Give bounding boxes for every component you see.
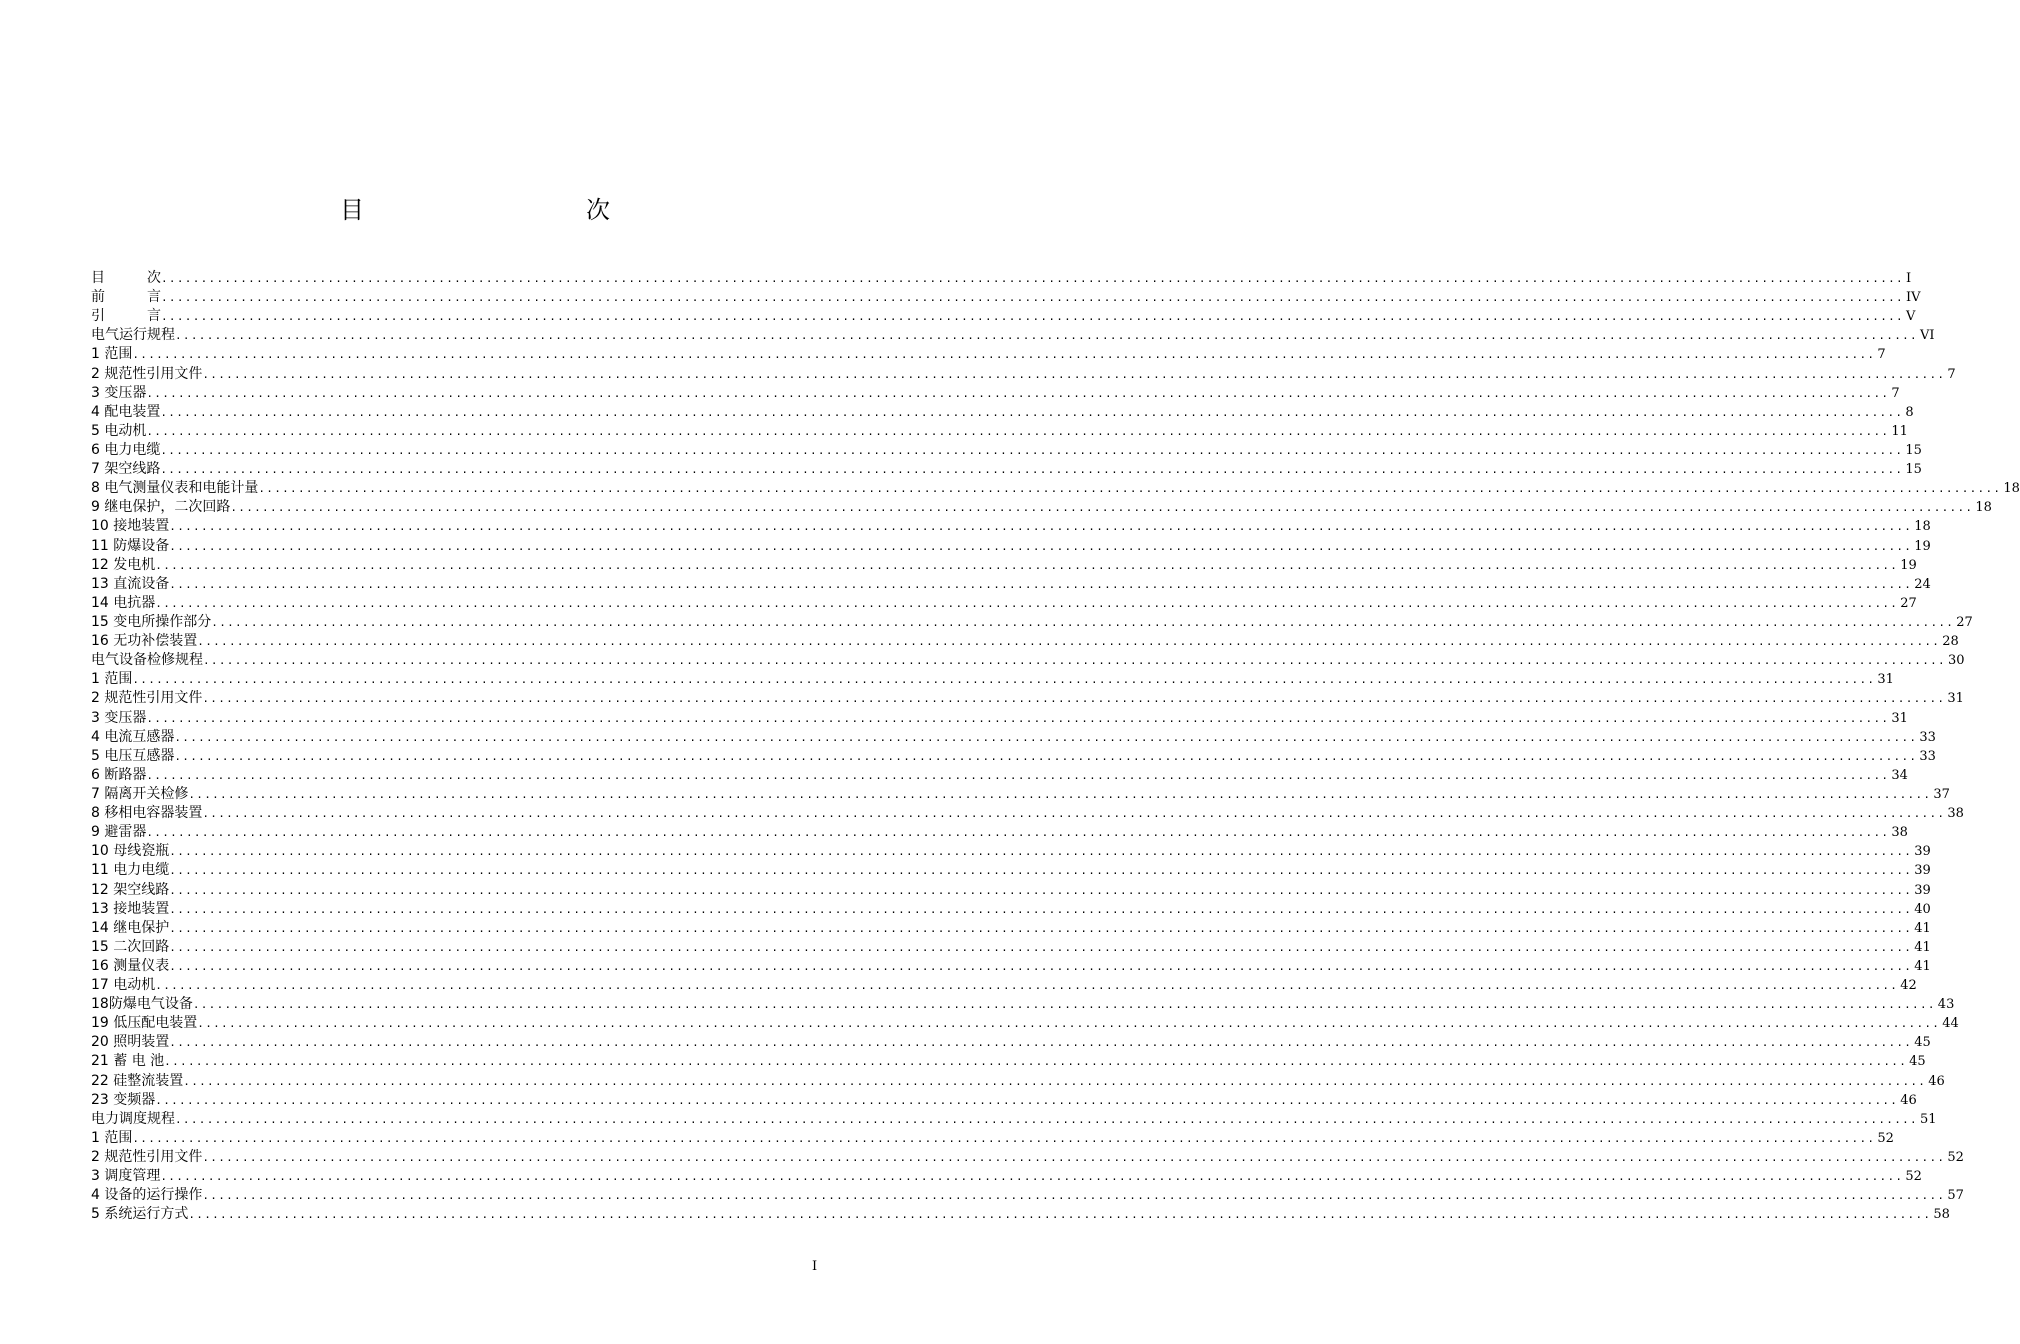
toc-entry-page: 58: [1933, 1207, 1950, 1223]
toc-leader-dots: ............................................................................................................................................................................................................................: [169, 1036, 1913, 1050]
toc-entry[interactable]: [91, 861, 1931, 880]
toc-entry-page: 30: [1947, 653, 1965, 669]
toc-entry[interactable]: [91, 384, 1900, 403]
table-of-contents: [91, 269, 2020, 1224]
toc-entry-label: 4 配电装置: [91, 403, 161, 420]
toc-entry[interactable]: [91, 1033, 1931, 1052]
toc-entry-page: 31: [1891, 710, 1908, 726]
toc-entry[interactable]: [91, 556, 1917, 575]
toc-leader-dots: ............................................................................................................................................................................................................................: [202, 1189, 1946, 1203]
toc-leader-dots: ............................................................................................................................................................................................................................: [160, 443, 1904, 457]
toc-entry-page: 7: [1877, 347, 1886, 363]
toc-entry-page: 34: [1891, 767, 1908, 783]
toc-entry-page: 43: [1937, 997, 1955, 1013]
toc-leader-dots: ............................................................................................................................................................................................................................: [164, 1055, 1908, 1069]
toc-leader-dots: ............................................................................................................................................................................................................................: [169, 883, 1913, 897]
toc-entry[interactable]: [91, 1167, 1922, 1186]
toc-entry-page: 51: [1919, 1111, 1937, 1127]
toc-entry[interactable]: [91, 919, 1931, 938]
toc-entry[interactable]: [91, 957, 1931, 976]
toc-entry[interactable]: [91, 269, 1912, 288]
toc-entry-page: 52: [1877, 1130, 1894, 1146]
toc-entry-label: 电气运行规程: [91, 327, 175, 344]
toc-entry[interactable]: [91, 365, 1956, 384]
toc-entry-label: 2 规范性引用文件: [91, 1149, 203, 1166]
toc-entry-label: 16 无功补偿装置: [91, 633, 198, 650]
toc-leader-dots: ............................................................................................................................................................................................................................: [174, 730, 1918, 744]
toc-leader-dots: ............................................................................................................................................................................................................................: [202, 1151, 1946, 1165]
toc-leader-dots: ............................................................................................................................................................................................................................: [155, 558, 1899, 572]
toc-leader-dots: ............................................................................................................................................................................................................................: [160, 405, 1904, 419]
toc-entry-page: 27: [1900, 595, 1917, 611]
toc-entry[interactable]: [91, 1091, 1917, 1110]
toc-leader-dots: ............................................................................................................................................................................................................................: [169, 902, 1913, 916]
toc-entry-label: 5 电动机: [91, 422, 147, 439]
toc-entry-page: 33: [1919, 748, 1936, 764]
toc-leader-dots: ............................................................................................................................................................................................................................: [146, 386, 1890, 400]
toc-entry-page: 52: [1947, 1150, 1964, 1166]
toc-entry-label: 9 避雷器: [91, 824, 147, 841]
toc-entry-label: 19 低压配电装置: [91, 1015, 198, 1032]
toc-entry-page: 15: [1905, 462, 1922, 478]
toc-entry-page: 46: [1928, 1073, 1945, 1089]
toc-entry-label: 23 变频器: [91, 1091, 156, 1108]
toc-entry-page: 24: [1914, 576, 1931, 592]
toc-entry-label: 15 二次回路: [91, 938, 170, 955]
toc-entry[interactable]: [91, 689, 1964, 708]
toc-entry-page: 45: [1909, 1054, 1926, 1070]
toc-entry-label: 7 隔离开关检修: [91, 785, 189, 802]
toc-entry[interactable]: [91, 1186, 1964, 1205]
toc-leader-dots: ............................................................................................................................................................................................................................: [175, 1112, 1918, 1126]
toc-entry-page: 39: [1914, 863, 1931, 879]
toc-leader-dots: ............................................................................................................................................................................................................................: [258, 482, 2002, 496]
toc-entry-label: 6 断路器: [91, 766, 147, 783]
toc-entry-page: 7: [1947, 366, 1956, 382]
toc-entry-label: 2 规范性引用文件: [91, 365, 203, 382]
toc-leader-dots: ............................................................................................................................................................................................................................: [169, 845, 1913, 859]
toc-entry-page: 28: [1942, 634, 1959, 650]
toc-entry[interactable]: [91, 1014, 1959, 1033]
toc-entry-page: 19: [1900, 557, 1917, 573]
toc-entry-label: 8 移相电容器装置: [91, 805, 203, 822]
toc-entry-label: 14 电抗器: [91, 594, 156, 611]
toc-entry-label: 3 调度管理: [91, 1168, 161, 1185]
toc-leader-dots: ............................................................................................................................................................................................................................: [175, 329, 1918, 343]
toc-entry[interactable]: [91, 441, 1922, 460]
toc-entry[interactable]: [91, 1129, 1894, 1148]
toc-entry-page: 8: [1905, 404, 1914, 420]
toc-entry-label: 9 继电保护，二次回路: [91, 499, 231, 516]
toc-entry[interactable]: [91, 575, 1931, 594]
toc-entry-label: 5 电压互感器: [91, 747, 175, 764]
toc-entry-page: 41: [1914, 939, 1931, 955]
toc-entry-page: 42: [1900, 978, 1917, 994]
toc-leader-dots: ............................................................................................................................................................................................................................: [132, 673, 1876, 687]
toc-entry-label: 3 变压器: [91, 384, 147, 401]
toc-entry-page: 39: [1914, 882, 1931, 898]
toc-entry-label: 16 测量仪表: [91, 957, 170, 974]
toc-leader-dots: ............................................................................................................................................................................................................................: [203, 654, 1946, 668]
toc-entry-page: 41: [1914, 920, 1931, 936]
toc-leader-dots: ............................................................................................................................................................................................................................: [160, 463, 1904, 477]
toc-leader-dots: ............................................................................................................................................................................................................................: [169, 959, 1913, 973]
toc-leader-dots: ............................................................................................................................................................................................................................: [169, 921, 1913, 935]
toc-entry[interactable]: [91, 976, 1917, 995]
toc-leader-dots: ............................................................................................................................................................................................................................: [188, 1208, 1932, 1222]
toc-entry-page: 52: [1905, 1169, 1922, 1185]
toc-leader-dots: ............................................................................................................................................................................................................................: [155, 979, 1899, 993]
toc-entry[interactable]: [91, 1110, 1937, 1129]
page-title: 目 次: [340, 196, 668, 224]
toc-entry[interactable]: [91, 422, 1908, 441]
toc-entry-label: 17 电动机: [91, 977, 156, 994]
toc-entry-page: 15: [1905, 442, 1922, 458]
toc-entry-label: 电力调度规程: [91, 1110, 175, 1127]
toc-entry-label: 11 电力电缆: [91, 862, 170, 879]
toc-entry-label: 14 继电保护: [91, 919, 170, 936]
toc-entry-page: 18: [1914, 519, 1931, 535]
toc-entry[interactable]: [91, 823, 1908, 842]
toc-entry-page: 33: [1919, 729, 1936, 745]
footer-page-number: I: [812, 1259, 818, 1274]
toc-leader-dots: ............................................................................................................................................................................................................................: [211, 615, 1955, 629]
toc-entry[interactable]: [91, 1148, 1964, 1167]
toc-leader-dots: ............................................................................................................................................................................................................................: [161, 272, 1904, 285]
toc-entry-label: 10 接地装置: [91, 518, 170, 535]
toc-entry-page: 44: [1942, 1016, 1959, 1032]
toc-entry[interactable]: [91, 766, 1908, 785]
toc-entry-page: V: [1905, 309, 1916, 325]
toc-entry[interactable]: [91, 288, 1921, 307]
toc-leader-dots: ............................................................................................................................................................................................................................: [169, 577, 1913, 591]
toc-leader-dots: ............................................................................................................................................................................................................................: [197, 1017, 1941, 1031]
toc-entry[interactable]: [91, 900, 1931, 919]
toc-entry-label: 4 电流互感器: [91, 728, 175, 745]
toc-entry-label: 3 变压器: [91, 709, 147, 726]
toc-entry-label: 18防爆电气设备: [91, 996, 193, 1013]
toc-entry[interactable]: [91, 728, 1936, 747]
toc-entry-label: 8 电气测量仪表和电能计量: [91, 480, 259, 497]
toc-entry[interactable]: [91, 517, 1931, 536]
toc-entry-page: VI: [1919, 328, 1935, 344]
toc-entry-label: 1 范围: [91, 346, 133, 363]
toc-entry-page: 31: [1877, 672, 1894, 688]
toc-leader-dots: ............................................................................................................................................................................................................................: [202, 807, 1946, 821]
toc-leader-dots: ............................................................................................................................................................................................................................: [169, 539, 1913, 553]
toc-entry[interactable]: [91, 1052, 1926, 1071]
toc-entry-label: 13 接地装置: [91, 900, 170, 917]
toc-entry[interactable]: [91, 1205, 1950, 1224]
toc-entry-label: 目 次: [91, 270, 161, 286]
toc-entry-label: 11 防爆设备: [91, 537, 170, 554]
toc-leader-dots: ............................................................................................................................................................................................................................: [161, 291, 1904, 305]
toc-entry[interactable]: [91, 938, 1931, 957]
toc-entry-page: I: [1905, 271, 1912, 286]
toc-entry[interactable]: [91, 651, 1965, 670]
toc-entry-label: 1 范围: [91, 1129, 133, 1146]
toc-entry[interactable]: [91, 613, 1973, 632]
toc-leader-dots: ............................................................................................................................................................................................................................: [188, 787, 1932, 801]
toc-entry-label: 12 发电机: [91, 556, 156, 573]
toc-entry-page: 40: [1914, 901, 1931, 917]
toc-leader-dots: ............................................................................................................................................................................................................................: [146, 826, 1890, 840]
toc-entry-page: 27: [1956, 614, 1973, 630]
toc-leader-dots: ............................................................................................................................................................................................................................: [146, 711, 1890, 725]
toc-leader-dots: ............................................................................................................................................................................................................................: [202, 692, 1946, 706]
toc-entry[interactable]: [91, 345, 1886, 364]
toc-entry[interactable]: [91, 326, 1935, 345]
toc-entry[interactable]: [91, 709, 1908, 728]
toc-entry-page: 38: [1947, 806, 1964, 822]
toc-leader-dots: ............................................................................................................................................................................................................................: [202, 367, 1946, 381]
toc-entry-label: 1 范围: [91, 671, 133, 688]
toc-entry[interactable]: [91, 632, 1959, 651]
toc-entry-label: 15 变电所操作部分: [91, 613, 212, 630]
toc-entry[interactable]: [91, 842, 1931, 861]
toc-leader-dots: ............................................................................................................................................................................................................................: [169, 520, 1913, 534]
toc-entry[interactable]: [91, 881, 1931, 900]
toc-leader-dots: ............................................................................................................................................................................................................................: [155, 596, 1899, 610]
toc-entry-label: 6 电力电缆: [91, 441, 161, 458]
toc-entry[interactable]: [91, 747, 1936, 766]
toc-entry[interactable]: [91, 307, 1916, 326]
toc-entry[interactable]: [91, 804, 1964, 823]
toc-entry-page: 39: [1914, 844, 1931, 860]
toc-entry[interactable]: [91, 785, 1950, 804]
toc-entry[interactable]: [91, 498, 1992, 517]
toc-leader-dots: ............................................................................................................................................................................................................................: [161, 310, 1904, 324]
toc-entry[interactable]: [91, 594, 1917, 613]
toc-leader-dots: ............................................................................................................................................................................................................................: [146, 768, 1890, 782]
toc-entry-page: 41: [1914, 958, 1931, 974]
toc-leader-dots: ............................................................................................................................................................................................................................: [160, 1170, 1904, 1184]
toc-entry-label: 22 硅整流装置: [91, 1072, 184, 1089]
toc-entry-label: 13 直流设备: [91, 575, 170, 592]
toc-entry-page: 46: [1900, 1092, 1917, 1108]
toc-entry-label: 12 架空线路: [91, 881, 170, 898]
toc-leader-dots: ............................................................................................................................................................................................................................: [230, 501, 1974, 515]
toc-leader-dots: ............................................................................................................................................................................................................................: [174, 749, 1918, 763]
toc-leader-dots: ............................................................................................................................................................................................................................: [183, 1074, 1927, 1088]
toc-entry-page: IV: [1905, 290, 1921, 306]
toc-leader-dots: ............................................................................................................................................................................................................................: [132, 348, 1876, 362]
toc-entry-page: 19: [1914, 538, 1931, 554]
toc-entry-label: 引 言: [91, 308, 161, 325]
toc-leader-dots: ............................................................................................................................................................................................................................: [197, 635, 1941, 649]
toc-entry-page: 37: [1933, 786, 1950, 802]
toc-leader-dots: ............................................................................................................................................................................................................................: [169, 864, 1913, 878]
toc-entry[interactable]: [91, 479, 2020, 498]
toc-entry-page: 7: [1891, 385, 1900, 401]
toc-entry-label: 20 照明装置: [91, 1034, 170, 1051]
toc-entry-page: 18: [1975, 500, 1992, 516]
toc-entry[interactable]: [91, 670, 1894, 689]
toc-entry[interactable]: [91, 460, 1922, 479]
toc-leader-dots: ............................................................................................................................................................................................................................: [146, 424, 1890, 438]
toc-entry-label: 7 架空线路: [91, 461, 161, 478]
toc-entry-label: 5 系统运行方式: [91, 1206, 189, 1223]
toc-entry[interactable]: [91, 995, 1955, 1014]
toc-leader-dots: ............................................................................................................................................................................................................................: [192, 998, 1936, 1012]
toc-leader-dots: ............................................................................................................................................................................................................................: [169, 940, 1913, 954]
toc-entry-page: 45: [1914, 1035, 1931, 1051]
toc-leader-dots: ............................................................................................................................................................................................................................: [155, 1093, 1899, 1107]
toc-entry[interactable]: [91, 403, 1914, 422]
toc-entry-page: 57: [1947, 1188, 1964, 1204]
toc-entry-label: 电气设备检修规程: [91, 652, 203, 669]
toc-leader-dots: ............................................................................................................................................................................................................................: [132, 1131, 1876, 1145]
toc-entry-page: 11: [1891, 423, 1908, 439]
toc-entry-label: 21 蓄 电 池: [91, 1053, 165, 1070]
toc-entry-page: 31: [1947, 691, 1964, 707]
toc-entry[interactable]: [91, 1072, 1945, 1091]
toc-entry-label: 前 言: [91, 289, 161, 306]
toc-entry[interactable]: [91, 537, 1931, 556]
toc-entry-label: 4 设备的运行操作: [91, 1187, 203, 1204]
toc-entry-page: 38: [1891, 825, 1908, 841]
toc-entry-page: 18: [2003, 481, 2020, 497]
toc-entry-label: 2 规范性引用文件: [91, 690, 203, 707]
toc-entry-label: 10 母线瓷瓶: [91, 843, 170, 860]
